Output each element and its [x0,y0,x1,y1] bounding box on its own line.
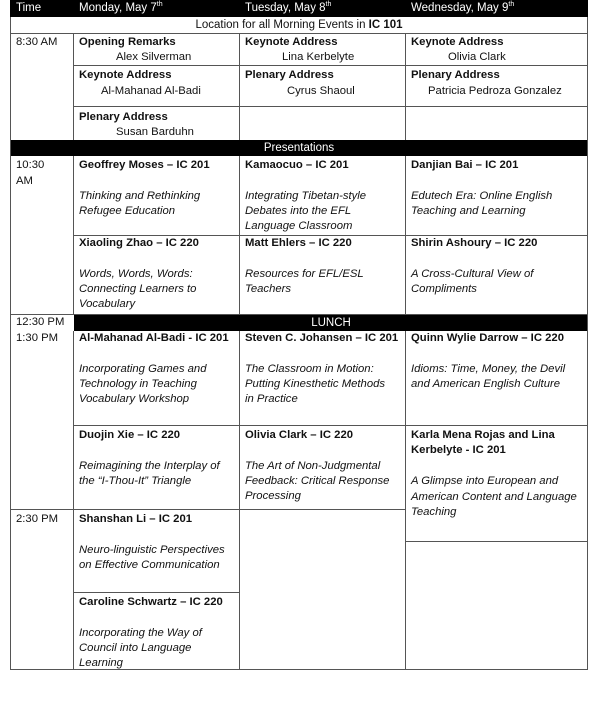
session-speaker: Geoffrey Moses – IC 201 [79,159,210,171]
session-title-line: The Classroom in Motion: [245,363,374,375]
session-title-line: and American English Culture [411,378,561,390]
session-title-line: Learning [79,657,123,669]
time-1030am-suffix: AM [16,175,33,187]
session-title-line: Refugee Education [79,205,176,217]
session-title-line: on Effective Communication [79,559,220,571]
session-title-line: Edutech Era: Online English [411,190,553,202]
session-speaker: Duojin Xie – IC 220 [79,429,181,441]
session-speaker: Al-Mahanad Al-Badi - IC 201 [79,332,229,344]
event-title: Plenary Address [411,69,500,81]
session-title-line: Language Classroom [245,220,353,232]
day-header-wednesday: Wednesday, May 9th [411,1,515,14]
event-speaker: Lina Kerbelyte [282,51,355,63]
session-title-line: Thinking and Rethinking [79,190,201,202]
session-title-line: Resources for EFL/ESL [245,268,364,280]
event-title: Keynote Address [79,69,172,81]
session-title-line: A Cross-Cultural View of [411,268,534,280]
session-title-line: the “I-Thou-It” Triangle [79,475,192,487]
event-speaker: Susan Barduhn [116,126,194,138]
event-title: Keynote Address [411,36,504,48]
session-title-line: Neuro-linguistic Perspectives [79,544,225,556]
session-speaker: Olivia Clark – IC 220 [245,429,354,441]
session-speaker: Karla Mena Rojas and Lina [411,429,555,441]
time-230pm: 2:30 PM [16,513,59,525]
presentations-banner: Presentations [10,140,588,156]
outer-right-border [587,34,588,670]
header-row [10,0,588,17]
time-1030am: 10:30 [16,159,45,171]
event-speaker: Alex Silverman [116,51,192,63]
session-title-line: Vocabulary Workshop [79,393,190,405]
session-title-line: American Content and Language [411,491,577,503]
session-title-line: Putting Kinesthetic Methods [245,378,386,390]
event-speaker: Olivia Clark [448,51,506,63]
session-title-line: Reimagining the Interplay of [79,460,220,472]
day-header-tuesday: Tuesday, May 8th [245,1,332,14]
lunch-banner: LUNCH [74,315,588,331]
tuesday-wednesday-divider [405,34,406,140]
session-speaker: Steven C. Johansen – IC 201 [245,332,399,344]
session-title-line: A Glimpse into European and [411,475,559,487]
event-speaker: Patricia Pedroza Gonzalez [428,85,562,97]
time-column-divider [73,34,74,140]
session-speaker: Xiaoling Zhao – IC 220 [79,237,199,249]
session-title-line: Teachers [245,283,292,295]
location-room: IC 101 [368,19,403,31]
session-speaker: Danjian Bai – IC 201 [411,159,519,171]
session-title-line: Teaching and Learning [411,205,526,217]
tuesday-wednesday-divider [405,331,406,670]
session-title-line: Vocabulary [79,298,136,310]
session-title-line: Technology in Teaching [79,378,197,390]
event-title: Keynote Address [245,36,338,48]
session-title-line: Debates into the EFL [245,205,352,217]
session-title-line: Compliments [411,283,477,295]
session-title-line: in Practice [245,393,298,405]
session-title-line: Idioms: Time, Money, the Devil [411,363,566,375]
session-title-line: Integrating Tibetan-style [245,190,367,202]
day-header-monday: Monday, May 7th [79,1,163,14]
lunch-time: 12:30 PM [16,316,65,328]
monday-tuesday-divider [239,34,240,140]
time-column-divider [73,331,74,670]
session-title-line: Connecting Learners to [79,283,197,295]
event-title: Plenary Address [79,111,168,123]
time-column-header: Time [16,2,42,14]
session-speaker: Kamaocuo – IC 201 [245,159,349,171]
location-banner: Location for all Morning Events in IC 101 [10,17,588,34]
session-speaker: Matt Ehlers – IC 220 [245,237,352,249]
session-speaker: Quinn Wylie Darrow – IC 220 [411,332,564,344]
event-title: Opening Remarks [79,36,176,48]
session-speaker-cont: Kerbelyte - IC 201 [411,444,506,456]
time-830am: 8:30 AM [16,36,58,48]
event-speaker: Al-Mahanad Al-Badi [101,85,201,97]
session-title-line: Processing [245,490,301,502]
session-title-line: The Art of Non-Judgmental [245,460,381,472]
session-speaker: Shanshan Li – IC 201 [79,513,193,525]
session-speaker: Shirin Ashoury – IC 220 [411,237,538,249]
session-title-line: Feedback: Critical Response [245,475,390,487]
session-title-line: Words, Words, Words: [79,268,193,280]
session-title-line: Council into Language [79,642,192,654]
session-speaker: Caroline Schwartz – IC 220 [79,596,223,608]
session-title-line: Teaching [411,506,457,518]
event-title: Plenary Address [245,69,334,81]
event-speaker: Cyrus Shaoul [287,85,355,97]
outer-left-border [10,34,11,670]
time-130pm: 1:30 PM [16,332,59,344]
session-title-line: Incorporating the Way of [79,627,202,639]
monday-tuesday-divider [239,331,240,670]
session-title-line: Incorporating Games and [79,363,207,375]
